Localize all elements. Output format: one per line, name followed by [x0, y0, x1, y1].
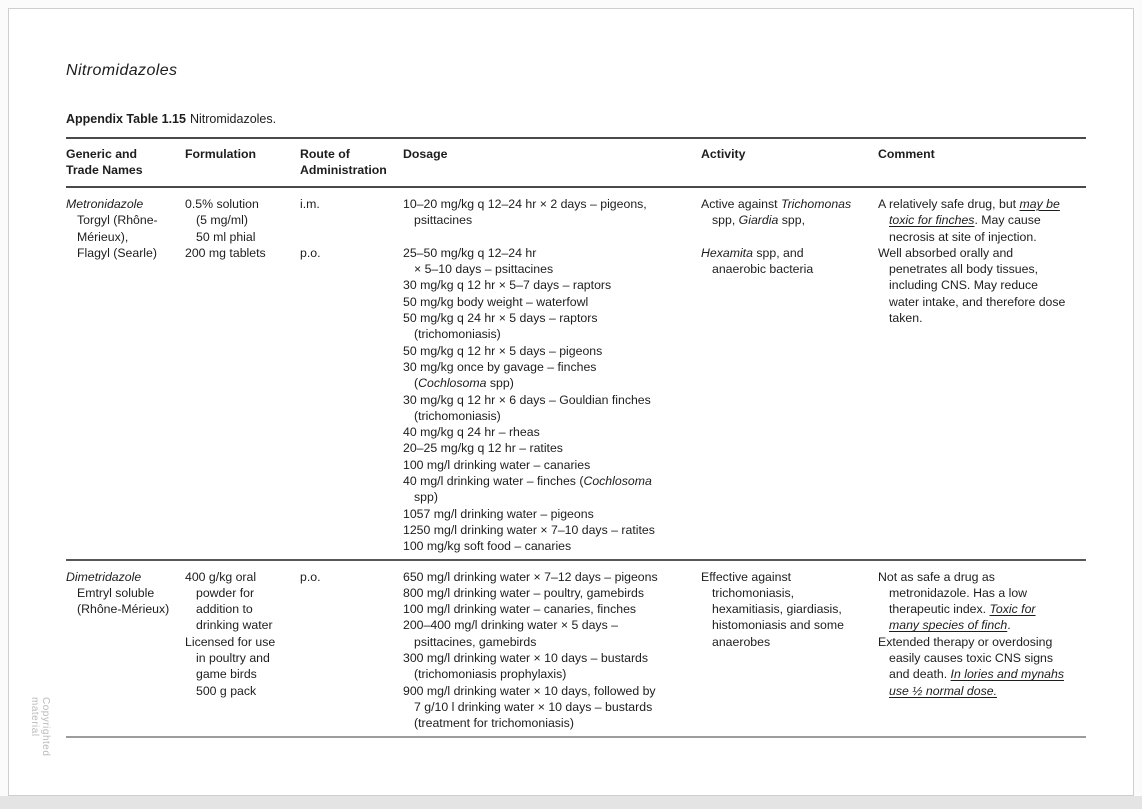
- text-line: many species of finch.: [889, 618, 1011, 633]
- text-line: Torgyl (Rhône-: [77, 213, 158, 228]
- text-line: [66, 569, 179, 585]
- cell-activity: [701, 196, 878, 555]
- italic-text: Cochlosoma: [418, 376, 487, 391]
- text-line: Licensed for use: [185, 634, 276, 649]
- text-line: trichomoniasis,: [712, 585, 795, 600]
- text-line: 30 mg/kg q 12 hr × 5–7 days – raptors: [403, 278, 612, 293]
- text-line: and death. In lories and mynahs: [889, 667, 1065, 682]
- cell-route-of-administration: [300, 196, 403, 555]
- column-header-line: Generic and: [66, 147, 138, 161]
- underlined-italic-text: In lories and mynahs: [950, 667, 1065, 682]
- text-line: powder for: [196, 585, 255, 600]
- book-page: [8, 8, 1134, 796]
- text-line: necrosis at site of injection.: [889, 229, 1037, 244]
- text-line: 30 mg/kg once by gavage – finches: [403, 359, 597, 374]
- column-header-line: Comment: [878, 147, 935, 161]
- text-line: toxic for finches. May cause: [889, 213, 1041, 228]
- text-line: metronidazole. Has a low: [889, 585, 1028, 600]
- text-line: [66, 196, 179, 212]
- nitromidazoles-table: [66, 137, 1086, 738]
- italic-text: Giardia: [738, 213, 779, 228]
- column-header-comment: [878, 146, 1086, 178]
- cell-generic-trade-names: [66, 196, 185, 555]
- text-line: 800 mg/l drinking water – poultry, gamebirds: [403, 585, 645, 600]
- text-line: p.o.: [300, 569, 321, 584]
- table-caption: [66, 112, 1086, 126]
- text-line: 100 mg/kg soft food – canaries: [403, 539, 572, 554]
- background-strip: [0, 796, 1142, 809]
- text-line: 0.5% solution: [185, 197, 259, 211]
- text-line: Mérieux),: [77, 229, 129, 244]
- table-header: [66, 139, 1086, 188]
- text-line: psittacines, gamebirds: [414, 634, 537, 649]
- text-line: Active against Trichomonas: [701, 197, 852, 211]
- italic-text: Hexamita: [701, 245, 753, 260]
- cell-route-of-administration: [300, 569, 403, 732]
- text-line: spp, Giardia spp,: [712, 213, 805, 228]
- text-line: [878, 683, 1080, 699]
- table-body: [66, 188, 1086, 736]
- text-line: (5 mg/ml): [196, 213, 248, 228]
- text-line: Emtryl soluble: [77, 585, 155, 600]
- underlined-italic-text: many species of finch: [889, 618, 1008, 633]
- text-line: game birds: [196, 667, 257, 682]
- underlined-italic-text: toxic for finches: [889, 213, 975, 228]
- italic-text: Trichomonas: [780, 197, 852, 211]
- column-header-activity: [701, 146, 878, 178]
- text-line: 40 mg/kg q 24 hr – rheas: [403, 425, 540, 440]
- text-line: 30 mg/kg q 12 hr × 6 days – Gouldian finches: [403, 392, 651, 407]
- text-line: 50 mg/kg q 12 hr × 5 days – pigeons: [403, 343, 603, 358]
- page-title: Nitromidazoles: [66, 62, 178, 79]
- text-line: in poultry and: [196, 651, 270, 666]
- text-line: (Cochlosoma spp): [414, 376, 514, 391]
- text-line: (treatment for trichomoniasis): [414, 716, 574, 731]
- text-line: (trichomoniasis prophylaxis): [414, 667, 567, 682]
- text-line: easily causes toxic CNS signs: [889, 651, 1054, 666]
- text-line: 20–25 mg/kg q 12 hr – ratites: [403, 441, 563, 456]
- text-line: taken.: [889, 311, 923, 326]
- cell-formulation: [185, 196, 300, 555]
- column-header-line: Formulation: [185, 147, 257, 161]
- text-line: (Rhône-Mérieux): [77, 602, 170, 617]
- text-line: (trichomoniasis): [414, 408, 501, 423]
- text-line: × 5–10 days – psittacines: [414, 262, 554, 277]
- text-line: p.o.: [300, 245, 321, 260]
- text-line: 500 g pack: [196, 683, 257, 698]
- underlined-italic-text: Toxic for: [989, 602, 1036, 617]
- text-line: A relatively safe drug, but may be: [878, 197, 1060, 211]
- text-line: 100 mg/l drinking water – canaries: [403, 457, 591, 472]
- italic-text: Metronidazole: [66, 197, 144, 211]
- column-header-line: Activity: [701, 147, 746, 161]
- text-line: hexamitiasis, giardiasis,: [712, 602, 842, 617]
- table-caption-text: Nitromidazoles.: [189, 112, 277, 126]
- cell-dosage: [403, 569, 701, 732]
- column-header-route-of-administration: [300, 146, 403, 178]
- text-line: drinking water: [196, 618, 273, 633]
- text-line: 900 mg/l drinking water × 10 days, followed by: [403, 683, 656, 698]
- page-content: [66, 9, 1086, 738]
- underlined-italic-text: use ½ normal dose.: [889, 683, 998, 698]
- column-header-generic-trade-names: [66, 146, 185, 178]
- column-header-formulation: [185, 146, 300, 178]
- text-line: 7 g/10 l drinking water × 10 days – bustards: [414, 699, 653, 714]
- table-caption-label: Appendix Table 1.15: [66, 112, 186, 126]
- text-line: Hexamita spp, and: [701, 245, 804, 260]
- table-row: [66, 559, 1086, 736]
- text-line: [300, 212, 397, 228]
- text-line: spp): [414, 490, 438, 505]
- column-header-dosage: [403, 146, 701, 178]
- table-row: [66, 188, 1086, 559]
- text-line: 10–20 mg/kg q 12–24 hr × 2 days – pigeons,: [403, 197, 647, 211]
- cell-activity: [701, 569, 878, 732]
- text-line: Not as safe a drug as: [878, 569, 995, 584]
- text-line: [403, 229, 695, 245]
- text-line: Effective against: [701, 569, 792, 584]
- text-line: 1250 mg/l drinking water × 7–10 days – ratites: [403, 522, 655, 537]
- text-line: 300 mg/l drinking water × 10 days – bustards: [403, 651, 649, 666]
- text-line: (trichomoniasis): [414, 327, 501, 342]
- text-line: water intake, and therefore dose: [889, 294, 1066, 309]
- italic-text: Dimetridazole: [66, 569, 142, 584]
- text-line: 1057 mg/l drinking water – pigeons: [403, 506, 594, 521]
- text-line: 40 mg/l drinking water – finches (Cochlosoma: [403, 474, 652, 489]
- text-line: 50 mg/kg body weight – waterfowl: [403, 294, 589, 309]
- italic-text: Cochlosoma: [583, 474, 652, 489]
- column-header-line: Administration: [300, 163, 387, 177]
- text-line: psittacines: [414, 213, 473, 228]
- text-line: therapeutic index. Toxic for: [889, 602, 1036, 617]
- text-line: anaerobes: [712, 634, 771, 649]
- text-line: [300, 229, 397, 245]
- cell-comment: [878, 196, 1086, 555]
- cell-comment: [878, 569, 1086, 732]
- text-line: 400 g/kg oral: [185, 569, 257, 584]
- text-line: including CNS. May reduce: [889, 278, 1038, 293]
- column-header-line: Trade Names: [66, 163, 143, 177]
- cell-formulation: [185, 569, 300, 732]
- text-line: Flagyl (Searle): [77, 245, 157, 260]
- column-header-line: Route of: [300, 147, 350, 161]
- text-line: 25–50 mg/kg q 12–24 hr: [403, 245, 537, 260]
- text-line: i.m.: [300, 197, 320, 211]
- text-line: Extended therapy or overdosing: [878, 634, 1053, 649]
- underlined-italic-text: may be: [1019, 197, 1060, 211]
- text-line: 200–400 mg/l drinking water × 5 days –: [403, 618, 618, 633]
- text-line: 50 ml phial: [196, 229, 256, 244]
- cell-generic-trade-names: [66, 569, 185, 732]
- text-line: histomoniasis and some: [712, 618, 844, 633]
- cell-dosage: [403, 196, 701, 555]
- text-line: 200 mg tablets: [185, 245, 266, 260]
- text-line: anaerobic bacteria: [712, 262, 814, 277]
- text-line: 50 mg/kg q 24 hr × 5 days – raptors: [403, 311, 598, 326]
- text-line: penetrates all body tissues,: [889, 262, 1039, 277]
- text-line: addition to: [196, 602, 253, 617]
- text-line: Well absorbed orally and: [878, 245, 1014, 260]
- copyright-watermark: Copyrighted material: [29, 697, 51, 757]
- text-line: 650 mg/l drinking water × 7–12 days – pigeons: [403, 569, 658, 584]
- text-line: 100 mg/l drinking water – canaries, finches: [403, 602, 637, 617]
- text-line: [701, 229, 872, 245]
- column-header-line: Dosage: [403, 147, 448, 161]
